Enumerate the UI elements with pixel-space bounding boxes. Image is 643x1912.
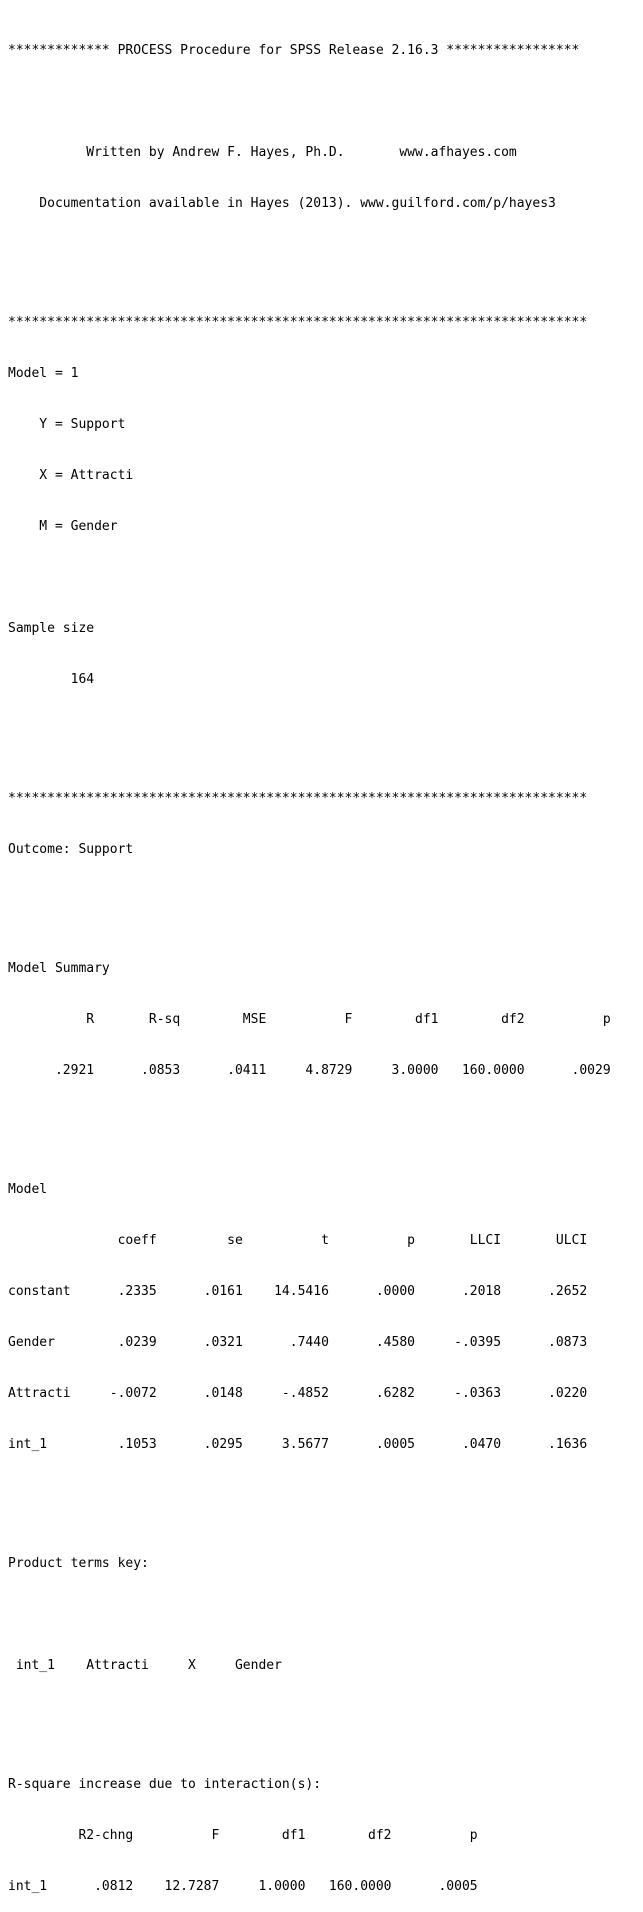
outcome-line: Outcome: Support	[8, 842, 134, 857]
blank-line	[8, 93, 611, 110]
table-row-attracti: Attracti -.0072 .0148 -.4852 .6282 -.0363 .0220	[8, 1386, 588, 1401]
blank-line	[8, 1487, 611, 1504]
separator-line: **************************************************************************	[8, 791, 588, 806]
model-summary-values: .2921 .0853 .0411 4.8729 3.0000 160.0000 .0029	[8, 1063, 611, 1078]
sample-size-value: 164	[8, 672, 95, 687]
table-row-int1: int_1 .1053 .0295 3.5677 .0005 .0470 .1636	[8, 1437, 588, 1452]
table-row-constant: constant .2335 .0161 14.5416 .0000 .2018 .2652	[8, 1284, 588, 1299]
table-row-gender: Gender .0239 .0321 .7440 .4580 -.0395 .0873	[8, 1335, 588, 1350]
product-terms-title: Product terms key:	[8, 1556, 149, 1571]
model-summary-title: Model Summary	[8, 961, 110, 976]
documentation-line: Documentation available in Hayes (2013). www.guilford.com/p/hayes3	[8, 196, 556, 211]
process-output-viewer	[8, 8, 611, 1912]
blank-line	[8, 1113, 611, 1130]
product-terms-line: int_1 Attracti X Gender	[8, 1658, 282, 1673]
sample-size-label: Sample size	[8, 621, 95, 636]
separator-line: **************************************************************************	[8, 315, 588, 330]
blank-line	[8, 722, 611, 739]
process-banner: ************* PROCESS Procedure for SPSS Release 2.16.3 *****************	[8, 43, 580, 58]
r-square-increase-row: int_1 .0812 12.7287 1.0000 160.0000 .0005	[8, 1879, 478, 1894]
r-square-increase-header: R2-chng F df1 df2 p	[8, 1828, 478, 1843]
blank-line	[8, 1708, 611, 1725]
model-summary-header: R R-sq MSE F df1 df2 p	[8, 1012, 611, 1027]
blank-line	[8, 892, 611, 909]
author-line: Written by Andrew F. Hayes, Ph.D. www.afhayes.com	[8, 145, 517, 160]
m-variable-line: M = Gender	[8, 519, 118, 534]
model-number-line: Model = 1	[8, 366, 79, 381]
model-table-title: Model	[8, 1182, 48, 1197]
r-square-increase-title: R-square increase due to interaction(s):	[8, 1777, 322, 1792]
y-variable-line: Y = Support	[8, 417, 126, 432]
x-variable-line: X = Attracti	[8, 468, 134, 483]
blank-line	[8, 569, 611, 586]
blank-line	[8, 1606, 611, 1623]
blank-line	[8, 246, 611, 263]
model-table-header: coeff se t p LLCI ULCI	[8, 1233, 588, 1248]
